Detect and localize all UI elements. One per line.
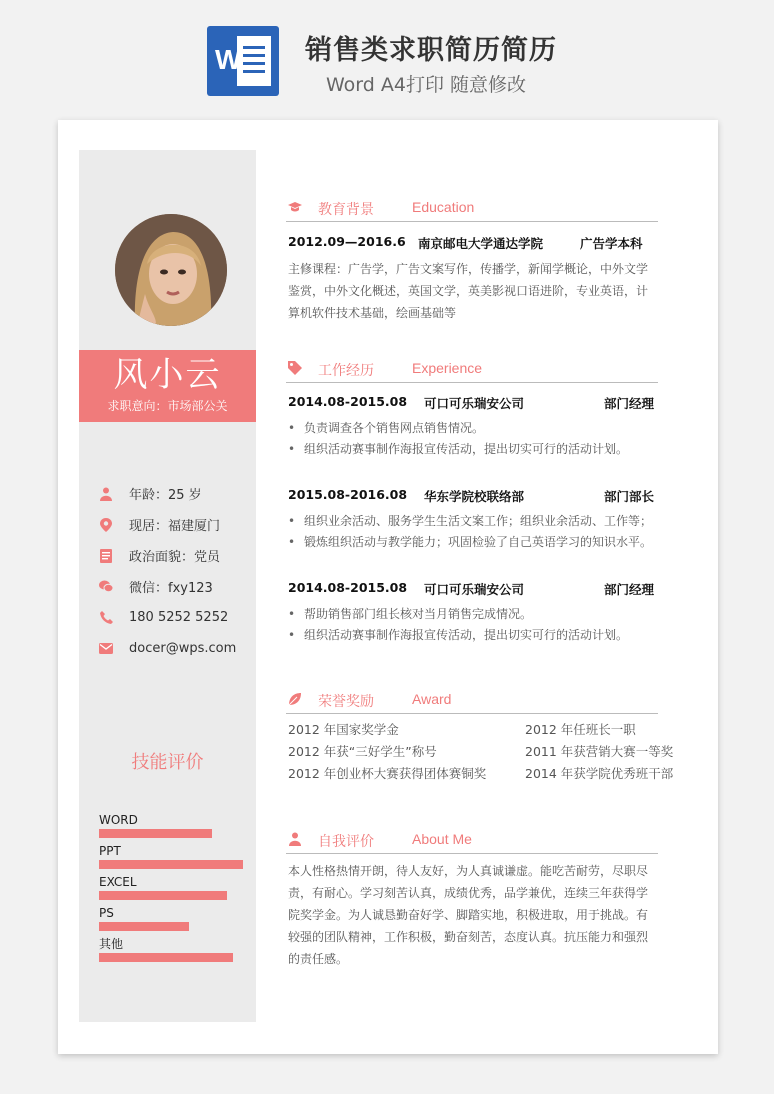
info-email: docer@wps.com bbox=[99, 633, 249, 664]
skill-other: 其他 bbox=[99, 936, 249, 962]
award-item: 2012 年国家奖学金 bbox=[288, 722, 399, 737]
job-points bbox=[288, 511, 662, 553]
phone-icon bbox=[99, 611, 113, 625]
banner bbox=[0, 0, 774, 110]
tag-icon bbox=[288, 361, 302, 375]
sidebar bbox=[79, 150, 256, 1022]
document-icon bbox=[99, 549, 113, 563]
main-column: 教育背景 Education 2012.09—2016.6 南京邮电大学通达学院 广告学本科 主修课程：广告学，广告文案写作，传播学，新闻学概论，中外文学鉴赏，中外文化概述，英国文学，英美影视口语进阶，专业英语，计算机软件技术基础，绘画基础等 工作经历 Experience 2014.08-2015.08 可口可乐瑞安公司 部门经理 • 负责调查各个销售网点销售情况。 • 组织活动赛事制作海报宣传活动，提出切实可行的活动计划。 2015.08-2016.08 华东学院校联络部 部门部长 • 组织业余活动、服务学生生活文案工作；组织业余活动、工作等； • 锻炼组织活动与教学能力；巩固检验了自己英语学习的知识水平。 2014.08-2015.08 可口可乐瑞安公司 部门经理 • 帮助销售部门组长核对当月销售完成情况。 • 组织活动赛事制作海报宣传活动，提出切实可行的活动计划。 荣誉奖励 Award 2012 年国家奖学金 2012 年任班长一职 2012 年获“三好学生”称号 2011 年获营销大赛一等奖 2012 年创业杯大赛获得团体赛铜奖 2014 年获学院优秀班干部 自我评价 About Me 本人性格热情开朗，待人友好，为人真诚谦虚。能吃苦耐劳，尽职尽责，有耐心。学习刻苦认真，成绩优秀，品学兼优，连续三年获得学院奖学金。为人诚恳勤奋好学、脚踏实地，积极进取，用于挑战。有较强的团队精神，工作积极，勤奋刻苦，态度认真。抗压能力和强烈的责任感。 bbox=[286, 120, 658, 1054]
experience-header: 工作经历 Experience bbox=[286, 355, 658, 383]
about-header: 自我评价 About Me bbox=[286, 826, 658, 854]
skill-bar bbox=[99, 953, 233, 962]
avatar bbox=[115, 214, 227, 326]
info-wechat: 微信：fxy123 bbox=[99, 571, 249, 602]
person-icon bbox=[288, 832, 302, 846]
leaf-icon bbox=[288, 692, 302, 706]
info-phone: 180 5252 5252 bbox=[99, 602, 249, 633]
list-item: • 负责调查各个销售网点销售情况。 bbox=[288, 418, 662, 439]
list-item: • 锻炼组织活动与教学能力；巩固检验了自己英语学习的知识水平。 bbox=[288, 532, 662, 553]
skill-bar bbox=[99, 860, 243, 869]
awards-header: 荣誉奖励 Award bbox=[286, 686, 658, 714]
word-logo-letter: W bbox=[215, 44, 242, 75]
award-item: 2012 年创业杯大赛获得团体赛铜奖 bbox=[288, 766, 487, 781]
resume-page bbox=[58, 120, 718, 1054]
list-item: • 组织活动赛事制作海报宣传活动，提出切实可行的活动计划。 bbox=[288, 439, 662, 460]
wechat-icon bbox=[99, 580, 113, 594]
skills-title: 技能评价 bbox=[131, 752, 204, 773]
award-item: 2014 年获学院优秀班干部 bbox=[525, 766, 674, 781]
list-item: • 组织业余活动、服务学生生活文案工作；组织业余活动、工作等； bbox=[288, 511, 662, 532]
skill-bar bbox=[99, 922, 189, 931]
list-item: • 组织活动赛事制作海报宣传活动，提出切实可行的活动计划。 bbox=[288, 625, 662, 646]
info-politics: 政治面貌：党员 bbox=[99, 540, 249, 571]
skill-word: WORD bbox=[99, 812, 249, 838]
award-item: 2011 年获营销大赛一等奖 bbox=[525, 744, 674, 759]
skill-ppt: PPT bbox=[99, 843, 249, 869]
candidate-name: 风小云 bbox=[113, 355, 222, 395]
location-icon bbox=[99, 518, 113, 532]
education-header: 教育背景 Education bbox=[286, 194, 658, 222]
banner-subtitle: Word A4打印 随意修改 bbox=[326, 74, 527, 96]
award-item: 2012 年获“三好学生”称号 bbox=[288, 744, 437, 759]
personal-info bbox=[99, 478, 249, 664]
name-band bbox=[79, 350, 256, 422]
graduation-cap-icon bbox=[288, 200, 302, 214]
list-item: • 帮助销售部门组长核对当月销售完成情况。 bbox=[288, 604, 662, 625]
skill-bar bbox=[99, 891, 227, 900]
award-item: 2012 年任班长一职 bbox=[525, 722, 636, 737]
info-age: 年龄：25 岁 bbox=[99, 478, 249, 509]
job-points bbox=[288, 604, 662, 646]
skill-ps: PS bbox=[99, 905, 249, 931]
skill-bar bbox=[99, 829, 212, 838]
about-text: 本人性格热情开朗，待人友好，为人真诚谦虚。能吃苦耐劳，尽职尽责，有耐心。学习刻苦认真，成绩优秀，品学兼优，连续三年获得学院奖学金。为人诚恳勤奋好学、脚踏实地，积极进取，用于挑战。有较强的团队精神，工作积极，勤奋刻苦，态度认真。抗压能力和强烈的责任感。 bbox=[288, 864, 649, 966]
job-intent: 求职意向：市场部公关 bbox=[107, 399, 228, 413]
job-points bbox=[288, 418, 662, 460]
info-residence: 现居：福建厦门 bbox=[99, 509, 249, 540]
banner-title: 销售类求职简历简历 bbox=[305, 35, 557, 66]
word-logo-icon bbox=[207, 26, 279, 96]
skill-excel: EXCEL bbox=[99, 874, 249, 900]
education-courses: 主修课程：广告学，广告文案写作，传播学，新闻学概论，中外文学鉴赏，中外文化概述，英国文学，英美影视口语进阶，专业英语，计算机软件技术基础，绘画基础等 bbox=[288, 262, 649, 320]
email-icon bbox=[99, 642, 113, 656]
person-icon bbox=[99, 487, 113, 501]
